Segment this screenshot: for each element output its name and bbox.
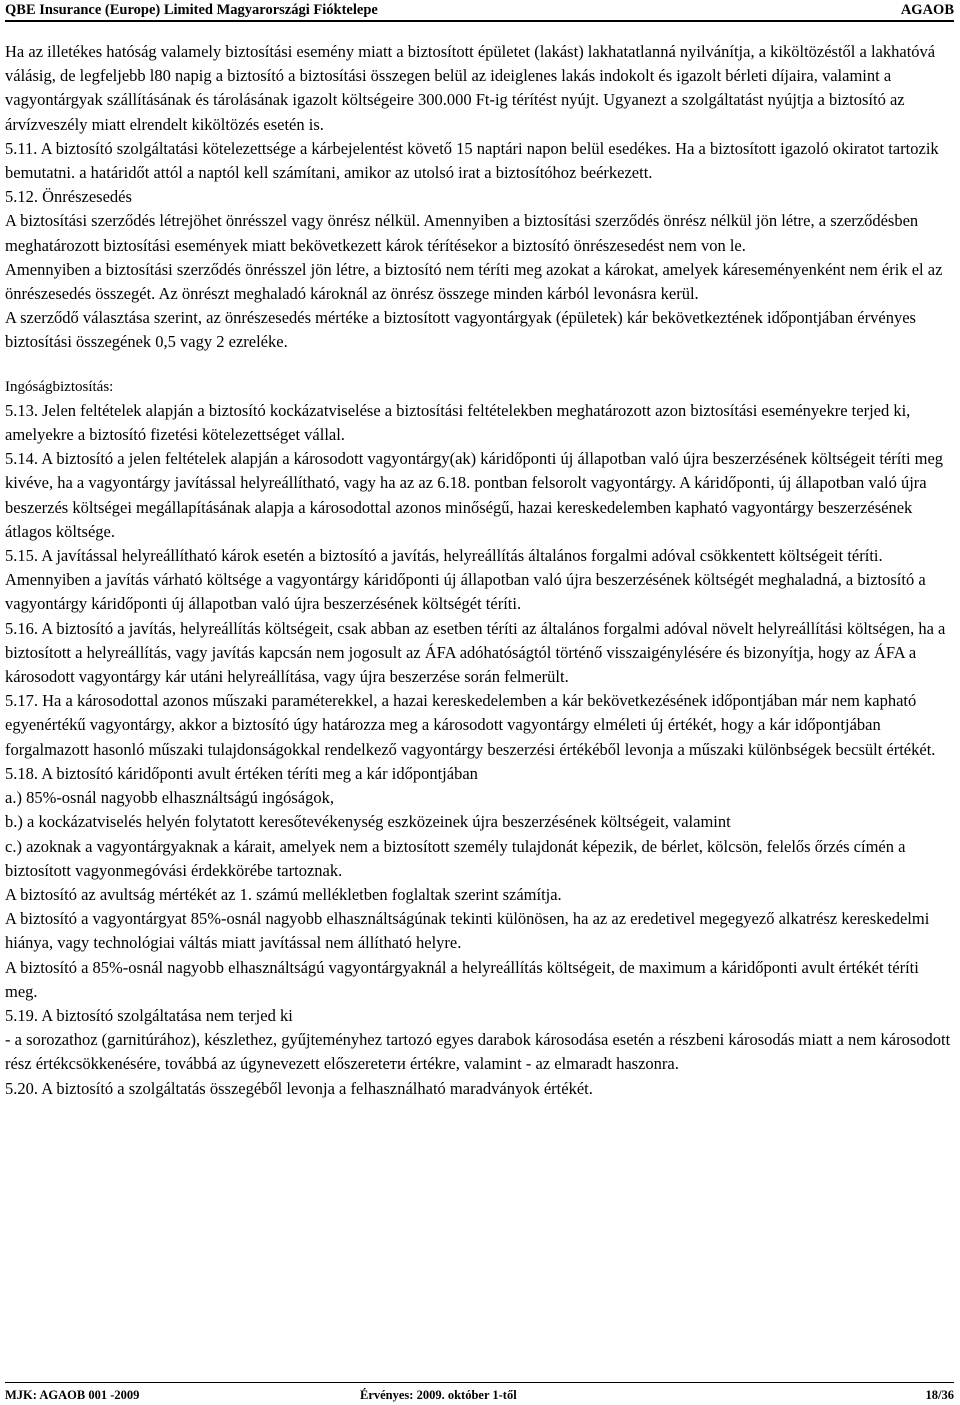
paragraph: 5.18. A biztosító káridőponti avult értéken téríti meg a kár időpontjában bbox=[5, 763, 478, 783]
page-header bbox=[5, 0, 954, 22]
list-item: b.) a kockázatviselés helyén folytatott keresőtevékenység eszközeinek újra beszerzésének költségeit, valamint bbox=[5, 812, 731, 832]
paragraph: 5.17. Ha a károsodottal azonos műszaki paraméterekkel, a hazai kereskedelemben a kár bekövetkezésének időpontjában már nem kapható egyenértékű vagyontárgy, akkor a biztosító úgy határozza meg a károsodott vagyontárgy elméleti új értékét, hogy a kár időpontjában forgalmazott hasonló műszaki tulajdonságokkal rendelkező vagyontárgy beszerzési értékéből levonja a műszaki különbségek becsült értékét. bbox=[5, 691, 936, 759]
header-company: QBE Insurance (Europe) Limited Magyarországi Fióktelepe bbox=[5, 2, 378, 18]
paragraph: - a sorozathoz (garnitúrához), készlethez, gyűjteményhez tartozó egyes darabok károsodása esetén a részbeni károsodás miatt a nem károsodott rész értékcsökkenésére, továbbá az úgynevezett előszeretети értékre, valamint - az elmaradt haszonra. bbox=[5, 1030, 951, 1074]
paragraph: 5.20. A biztosító a szolgáltatás összegéből levonja a felhasználható maradványok értékét. bbox=[5, 1078, 593, 1098]
section-heading: Ingóságbiztosítás: bbox=[5, 378, 114, 395]
section-heading: 5.12. Önrészesedés bbox=[5, 187, 132, 207]
page-footer bbox=[5, 1382, 954, 1405]
paragraph: 5.16. A biztosító a javítás, helyreállítás költségeit, csak abban az esetben téríti az általános forgalmi adóval növelt helyreállítási költségen, ha a biztosított a helyreállítás, vagy javítás kapcsán nem jogosult az ÁFA adóhatóságtól történő visszaigénylésére és bizonyítja, hogy az ÁFA a károsodott vagyontárgy kár utáni helyreállítása, vagy újra beszerzése során felmerült. bbox=[5, 618, 946, 687]
paragraph: 5.19. A biztosító szolgáltatása nem terjed ki bbox=[5, 1005, 293, 1025]
paragraph: 5.15. A javítással helyreállítható károk esetén a biztosító a javítás, helyreállítás általános forgalmi adóval csökkentett költségeit téríti. Amennyiben a javítás várható költsége a vagyontárgy káridőponti új állapotban való újra beszerzésének költségét meghaladná, a biztosító a vagyontárgy káridőponti új állapotban való újra beszerzésének költségét téríti. bbox=[5, 546, 926, 614]
footer-validity: Érvényes: 2009. október 1-től bbox=[360, 1388, 517, 1402]
paragraph: A szerződő választása szerint, az önrészesedés mértéke a biztosított vagyontárgyak (épületek) kár bekövetkeztének időpontjában érvényes biztosítási összegének 0,5 vagy 2 ezreléke. bbox=[5, 308, 916, 352]
paragraph: A biztosító az avultság mértékét az 1. számú mellékletben foglaltak szerint számítja. bbox=[5, 884, 562, 904]
list-item: a.) 85%-osnál nagyobb elhasználtságú ingóságok, bbox=[5, 788, 335, 808]
paragraph: A biztosító a vagyontárgyat 85%-osnál nagyobb elhasználtságúnak tekinti különösen, ha az az eredetivel megegyező alkatrész kereskedelmi hiánya, vagy technológiai váltás miatt javítással nem állítható helyre. bbox=[5, 909, 930, 953]
paragraph: Amennyiben a biztosítási szerződés önrésszel jön létre, a biztosító nem téríti meg azokat a károkat, amelyek káreseményenként nem érik el az önrészesedés összegét. Az önrészt meghaladó károknál az önrész összege minden kárból levonásra kerül. bbox=[5, 259, 943, 304]
paragraph: Ha az illetékes hatóság valamely biztosítási esemény miatt a biztosított épületet (lakást) lakhatatlanná nyilvánítja, a kiköltözéstől a lakhatóvá válásig, de legfeljebb l80 napig a biztosító a biztosítási összegen belül az ideiglenes lakás indokolt és igazolt bérleti díjaira, valamint a vagyontárgyak szállításának és tárolásának igazolt költségeire 300.000 Ft-ig térítést nyújt. Ugyanezt a szolgáltatást nyújtja a biztosító az árvízveszély miatt elrendelt kiköltözés esetén is. bbox=[5, 42, 936, 134]
page-body bbox=[5, 40, 955, 1101]
footer-doc-id: MJK: AGAOB 001 -2009 bbox=[5, 1388, 140, 1402]
paragraph: 5.13. Jelen feltételek alapján a biztosító kockázatviselése a biztosítási feltételekben meghatározott azon biztosítási eseményekre terjed ki, amelyekre a biztosító fizetési kötelezettséget vállal. bbox=[5, 400, 911, 445]
header-doc-code: AGAOB bbox=[900, 2, 954, 18]
paragraph: 5.11. A biztosító szolgáltatási kötelezettsége a kárbejelentést követő 15 naptári napon belül esedékes. Ha a biztosított igazoló okiratot tartozik bemutatni. a határidőt attól a naptól kell számítani, amikor az utolsó irat a biztosítóhoz beérkezett. bbox=[5, 138, 939, 183]
list-item: c.) azoknak a vagyontárgyaknak a kárait, amelyek nem a biztosított személy tulajdonát képezik, de bérlet, kölcsön, felelős őrzés címén a biztosított vagyonmegóvási érdekkörébe tartoznak. bbox=[5, 836, 906, 880]
page-number: 18/36 bbox=[925, 1388, 954, 1402]
paragraph: 5.14. A biztosító a jelen feltételek alapján a károsodott vagyontárgy(ak) káridőponti új állapotban való újra beszerzésének költségeit téríti meg kivéve, ha a vagyontárgy javítással helyreállítható, vagy ha az az 6.18. pontban felsorolt vagyontárgy. A káridőponti, új állapotban való újra beszerzés költségei megállapításának alapja a károsodottal azonos minőségű, hazai kereskedelemben kapható vagyontárgy beszerzésének átlagos költsége. bbox=[5, 449, 944, 541]
paragraph: A biztosító a 85%-osnál nagyobb elhasználtságú vagyontárgyaknál a helyreállítás költségeit, de maximum a káridőponti avult értékét téríti meg. bbox=[5, 957, 919, 1001]
paragraph: A biztosítási szerződés létrejöhet önrésszel vagy önrész nélkül. Amennyiben a biztosítási szerződés önrész nélkül jön létre, a szerződésben meghatározott biztosítási események miatt bekövetkezett károk térítésekor a biztosító önrészesedést nem von le. bbox=[5, 211, 919, 255]
